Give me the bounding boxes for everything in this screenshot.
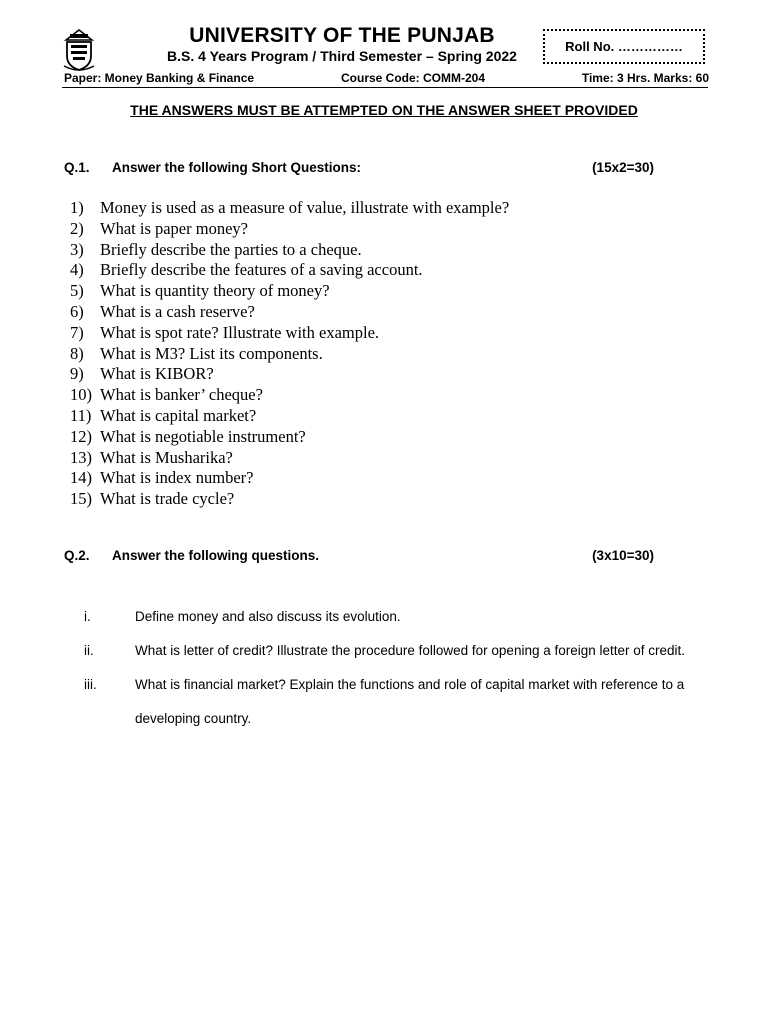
item-text: Define money and also discuss its evolution. — [135, 609, 401, 624]
item-text: What is financial market? Explain the functions and role of capital market with reference to a developing country. — [135, 677, 685, 726]
item-numeral: iii. — [84, 677, 97, 692]
list-item: 15) What is trade cycle? — [70, 489, 235, 509]
list-item: 14) What is index number? — [70, 468, 254, 488]
question-number: Q.2. — [64, 548, 90, 563]
question-title: Answer the following Short Questions: — [112, 160, 362, 175]
list-item — [84, 600, 714, 634]
time-and-marks: Time: 3 Hrs. Marks: 60 — [581, 71, 709, 85]
list-item: 2) What is paper money? — [70, 218, 248, 238]
paper-name: Paper: Money Banking & Finance — [64, 71, 255, 85]
university-title: UNIVERSITY OF THE PUNJAB — [189, 24, 495, 47]
list-item: 13) What is Musharika? — [70, 447, 233, 467]
list-item — [84, 668, 714, 736]
question-number: Q.1. — [64, 160, 90, 175]
list-item: 8) What is M3? List its components. — [70, 343, 323, 363]
item-numeral: i. — [84, 609, 91, 624]
short-questions-list — [70, 198, 509, 510]
list-item: 11) What is capital market? — [70, 405, 257, 425]
list-item: 7) What is spot rate? Illustrate with example. — [70, 322, 380, 342]
question-marks: (15x2=30) — [592, 160, 654, 175]
item-numeral: ii. — [84, 643, 94, 658]
question-marks: (3x10=30) — [592, 548, 654, 563]
list-item: 10) What is banker’ cheque? — [70, 385, 263, 405]
list-item: 9) What is KIBOR? — [70, 364, 214, 384]
list-item — [84, 634, 714, 668]
roll-number-label: Roll No. …………… — [565, 39, 683, 54]
list-item: 1) Money is used as a measure of value, illustrate with example? — [70, 198, 510, 217]
instruction-heading: THE ANSWERS MUST BE ATTEMPTED ON THE ANSWER SHEET PROVIDED — [130, 102, 638, 118]
long-questions-list — [84, 600, 714, 736]
program-line: B.S. 4 Years Program / Third Semester – Spring 2022 — [167, 48, 517, 64]
list-item: 12) What is negotiable instrument? — [70, 426, 306, 446]
list-item: 4) Briefly describe the features of a saving account. — [70, 260, 423, 280]
list-item: 3) Briefly describe the parties to a cheque. — [70, 239, 362, 259]
header-divider — [62, 87, 708, 88]
roll-number-box — [543, 29, 705, 64]
list-item: 6) What is a cash reserve? — [70, 301, 255, 321]
list-item: 5) What is quantity theory of money? — [70, 281, 330, 301]
question-title: Answer the following questions. — [112, 548, 320, 563]
item-text: What is letter of credit? Illustrate the procedure followed for opening a foreign letter of credit. — [135, 643, 686, 658]
course-code: Course Code: COMM-204 — [341, 71, 486, 85]
